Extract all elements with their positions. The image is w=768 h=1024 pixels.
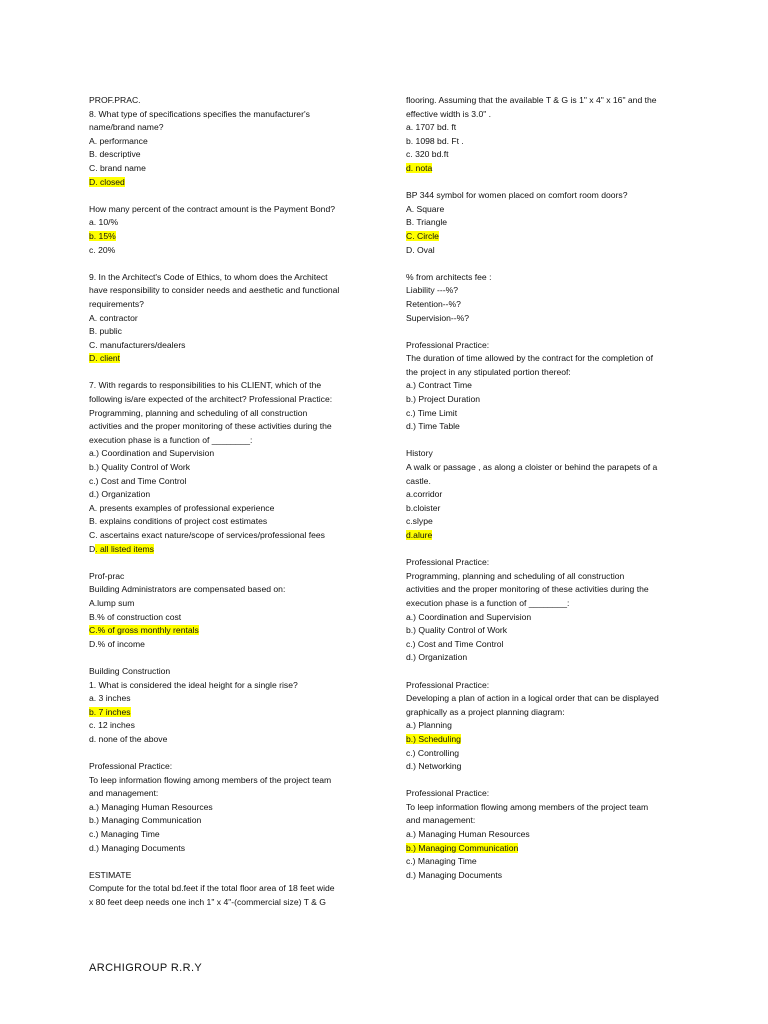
- question-block: [89, 665, 374, 747]
- text-line: activities and the proper monitoring of these activities during the: [89, 421, 332, 432]
- text-line: 8. What type of specifications specifies the manufacturer's: [89, 108, 310, 119]
- answer-line: [89, 706, 374, 720]
- text-line: A.lump sum: [89, 597, 135, 608]
- highlighted-answer: b. 15%: [89, 230, 116, 241]
- highlighted-answer: . all listed items: [95, 543, 154, 554]
- text-line: PROF.PRAC.: [89, 95, 141, 105]
- text-line: C. brand name: [89, 162, 146, 173]
- question-block: [406, 339, 681, 434]
- highlighted-answer: C. Circle: [406, 230, 439, 241]
- text-line: and management:: [89, 788, 159, 799]
- text-line: b.cloister: [406, 502, 441, 513]
- highlighted-answer: b. 7 inches: [89, 706, 131, 717]
- text-line: d.) Time Table: [406, 421, 460, 432]
- text-line: Professional Practice:: [89, 761, 173, 772]
- text-line: a.) Planning: [406, 720, 452, 731]
- text-line: and management:: [406, 815, 476, 826]
- text-line: Programming, planning and scheduling of all construction: [89, 407, 308, 418]
- question-block: [89, 379, 374, 556]
- answer-line: [89, 352, 374, 366]
- text-line: c.) Cost and Time Control: [89, 475, 187, 486]
- question-block: [89, 203, 374, 257]
- text-line: x 80 feet deep needs one inch 1" x 4"-(commercial size) T & G: [89, 897, 326, 908]
- answer-line: [406, 162, 681, 176]
- text-line: A. performance: [89, 135, 148, 146]
- highlighted-answer: d. nota: [406, 162, 433, 173]
- answer-line: [89, 230, 374, 244]
- text-line: graphically as a project planning diagram:: [406, 706, 565, 717]
- text-line: A. contractor: [89, 312, 138, 323]
- question-block: [406, 271, 681, 325]
- text-line: Professional Practice:: [406, 679, 490, 690]
- text-line: castle.: [406, 475, 431, 486]
- text-line: d.) Networking: [406, 761, 462, 772]
- text-line: Professional Practice:: [406, 788, 490, 799]
- text-line: d.) Managing Documents: [89, 842, 186, 853]
- question-block: [406, 94, 681, 176]
- text-line: B. explains conditions of project cost estimates: [89, 516, 268, 527]
- text-line: requirements?: [89, 298, 144, 309]
- text-line: d.) Organization: [89, 489, 151, 500]
- text-line: a. 1707 bd. ft: [406, 122, 457, 133]
- highlighted-answer: d.alure: [406, 530, 433, 540]
- text-line: c.) Managing Time: [406, 856, 477, 867]
- text-line: 9. In the Architect's Code of Ethics, to whom does the Architect: [89, 271, 328, 282]
- answer-line: [89, 624, 374, 638]
- text-line: have responsibility to consider needs and aesthetic and functional: [89, 285, 340, 296]
- text-line: A walk or passage , as along a cloister or behind the parapets of a: [406, 462, 658, 473]
- highlighted-answer: b.) Scheduling: [406, 733, 461, 744]
- text-line: a.) Coordination and Supervision: [406, 611, 532, 622]
- text-line: % from architects fee :: [406, 271, 492, 282]
- text-line: The duration of time allowed by the contract for the completion of: [406, 353, 653, 364]
- text-line: a.) Coordination and Supervision: [89, 448, 215, 459]
- text-line: C. ascertains exact nature/scope of services/professional fees: [89, 530, 325, 540]
- text-line: Developing a plan of action in a logical order that can be displayed: [406, 693, 659, 704]
- text-line: a.) Managing Human Resources: [406, 829, 530, 840]
- left-column: [89, 94, 374, 923]
- text-line: b.) Project Duration: [406, 394, 481, 405]
- text-line: How many percent of the contract amount is the Payment Bond?: [89, 203, 336, 214]
- answer-line: [89, 543, 374, 557]
- text-line: a.) Managing Human Resources: [89, 801, 213, 812]
- page-footer: ARCHIGROUP R.R.Y: [89, 962, 203, 974]
- highlighted-answer: D. closed: [89, 176, 125, 187]
- highlighted-answer: C.% of gross monthly rentals: [89, 625, 199, 636]
- question-block: [89, 570, 374, 652]
- text-line: B.% of construction cost: [89, 611, 182, 622]
- answer-line: [406, 842, 681, 856]
- answer-prefix: D: [89, 543, 96, 554]
- text-line: Professional Practice:: [406, 557, 490, 568]
- text-line: execution phase is a function of ________:: [406, 597, 570, 608]
- text-line: A. presents examples of professional experience: [89, 502, 275, 513]
- text-line: A. Square: [406, 203, 445, 214]
- text-line: Programming, planning and scheduling of all construction: [406, 570, 625, 581]
- text-line: c.) Managing Time: [89, 829, 160, 840]
- text-line: c.slype: [406, 516, 433, 527]
- text-line: d.) Organization: [406, 652, 468, 663]
- highlighted-answer: D. client: [89, 353, 121, 364]
- text-line: 1. What is considered the ideal height for a single rise?: [89, 679, 298, 690]
- text-line: B. descriptive: [89, 149, 141, 160]
- question-block: [406, 679, 681, 774]
- text-line: History: [406, 448, 433, 459]
- text-line: d.) Managing Documents: [406, 869, 503, 880]
- text-line: effective width is 3.0" .: [406, 108, 492, 119]
- text-line: following is/are expected of the architect? Professional Practice:: [89, 394, 333, 405]
- text-line: c. 320 bd.ft: [406, 149, 449, 160]
- question-block: [406, 787, 681, 882]
- text-line: Supervision--%?: [406, 312, 470, 323]
- answer-line: [406, 733, 681, 747]
- text-line: To leep information flowing among members of the project team: [89, 774, 332, 785]
- text-line: a.) Contract Time: [406, 380, 472, 391]
- text-line: b. 1098 bd. Ft .: [406, 135, 464, 146]
- text-line: Retention--%?: [406, 298, 461, 309]
- text-line: B. public: [89, 326, 122, 337]
- text-line: C. manufacturers/dealers: [89, 339, 186, 350]
- text-line: c.) Time Limit: [406, 407, 458, 418]
- text-line: ESTIMATE: [89, 869, 132, 880]
- text-line: Building Construction: [89, 665, 171, 676]
- text-line: B. Triangle: [406, 217, 448, 228]
- text-line: b.) Quality Control of Work: [89, 462, 191, 473]
- text-line: a. 3 inches: [89, 693, 131, 704]
- text-line: Building Administrators are compensated based on:: [89, 584, 286, 595]
- text-line: Professional Practice:: [406, 339, 490, 350]
- answer-line: [406, 529, 681, 543]
- text-line: the project in any stipulated portion thereof:: [406, 366, 571, 377]
- text-line: c. 12 inches: [89, 720, 135, 731]
- text-line: d. none of the above: [89, 733, 168, 744]
- text-line: flooring. Assuming that the available T & G is 1" x 4" x 16" and the: [406, 95, 657, 105]
- text-line: D.% of income: [89, 638, 145, 649]
- question-block: [406, 189, 681, 257]
- text-line: a.corridor: [406, 489, 443, 500]
- text-line: a. 10/%: [89, 217, 119, 228]
- question-block: [89, 760, 374, 855]
- text-line: c.) Controlling: [406, 747, 460, 758]
- question-block: [89, 271, 374, 366]
- text-line: activities and the proper monitoring of these activities during the: [406, 584, 649, 595]
- text-line: Prof-prac: [89, 570, 125, 581]
- text-line: 7. With regards to responsibilities to his CLIENT, which of the: [89, 380, 322, 391]
- answer-line: [406, 230, 681, 244]
- question-block: [89, 94, 374, 189]
- text-line: b.) Quality Control of Work: [406, 625, 508, 636]
- text-line: c. 20%: [89, 244, 116, 255]
- text-line: D. Oval: [406, 244, 435, 255]
- text-line: To leep information flowing among members of the project team: [406, 801, 649, 812]
- right-column: [406, 94, 681, 896]
- text-line: c.) Cost and Time Control: [406, 638, 504, 649]
- question-block: [406, 447, 681, 542]
- question-block: [89, 869, 374, 910]
- question-block: [406, 556, 681, 665]
- text-line: execution phase is a function of ________:: [89, 434, 253, 445]
- text-line: b.) Managing Communication: [89, 815, 202, 826]
- text-line: BP 344 symbol for women placed on comfort room doors?: [406, 190, 628, 201]
- text-line: name/brand name?: [89, 122, 164, 133]
- text-line: Liability ---%?: [406, 285, 459, 296]
- highlighted-answer: b.) Managing Communication: [406, 842, 519, 853]
- text-line: Compute for the total bd.feet if the total floor area of 18 feet wide: [89, 883, 335, 894]
- answer-line: [89, 176, 374, 190]
